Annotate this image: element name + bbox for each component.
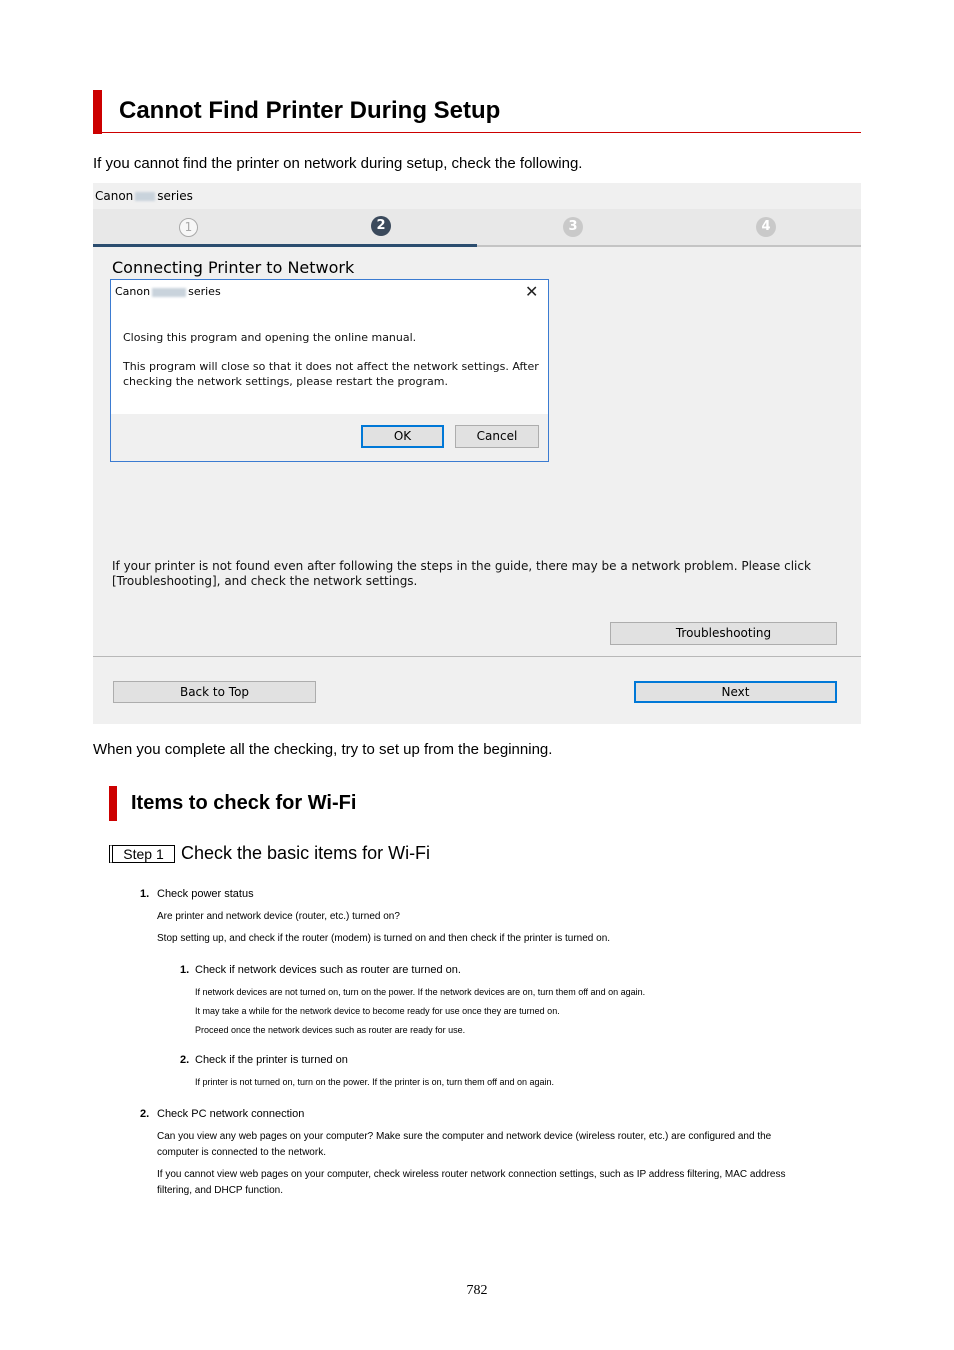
dialog-title: Canon series bbox=[115, 285, 221, 298]
list-item-text: Are printer and network device (router, etc.) turned on? bbox=[157, 911, 400, 922]
list-item-title: Check PC network connection bbox=[157, 1108, 305, 1120]
page-title: Cannot Find Printer During Setup bbox=[119, 97, 501, 124]
page-number: 782 bbox=[466, 1283, 488, 1298]
sublist-item-title: Check if network devices such as router are turned on. bbox=[195, 964, 461, 976]
progress-fill bbox=[93, 244, 477, 247]
heading-accent-bar bbox=[93, 90, 102, 134]
after-text: When you complete all the checking, try to set up from the beginning. bbox=[93, 741, 553, 758]
sublist-item-title: Check if the printer is turned on bbox=[195, 1054, 348, 1066]
step-4: 4 bbox=[756, 217, 776, 237]
list-number: 2. bbox=[140, 1108, 150, 1120]
setup-screenshot bbox=[93, 183, 861, 724]
list-item-text: computer is connected to the network. bbox=[157, 1147, 326, 1158]
redacted-model bbox=[135, 192, 155, 201]
step-2-active: 2 bbox=[371, 216, 391, 236]
heading-underline bbox=[102, 132, 861, 133]
not-found-text: If your printer is not found even after following the steps in the guide, there may be a network problem. Please click bbox=[112, 559, 811, 573]
sublist-item-text: It may take a while for the network device to become ready for use once they are turned on. bbox=[195, 1006, 560, 1016]
confirm-dialog bbox=[110, 279, 549, 462]
list-item-text: If you cannot view web pages on your computer, check wireless router network connection settings, such as IP address filtering, MAC address bbox=[157, 1169, 786, 1180]
redacted-model bbox=[152, 288, 186, 297]
list-number: 1. bbox=[140, 888, 150, 900]
section-heading: Items to check for Wi-Fi bbox=[131, 792, 357, 814]
sublist-item-text: If printer is not turned on, turn on the power. If the printer is on, turn them off and on again. bbox=[195, 1077, 555, 1087]
list-number: 2. bbox=[180, 1054, 190, 1066]
list-item-text: Stop setting up, and check if the router (modem) is turned on and then check if the printer is turned on. bbox=[157, 933, 611, 944]
sublist-item-text: Proceed once the network devices such as router are ready for use. bbox=[195, 1025, 466, 1035]
step-1-done-icon: 1 bbox=[179, 218, 198, 237]
list-item-title: Check power status bbox=[157, 888, 254, 900]
step-badge: Step 1 bbox=[109, 845, 175, 863]
step-indicator bbox=[93, 209, 861, 247]
close-icon[interactable]: ✕ bbox=[525, 284, 539, 301]
ok-button[interactable]: OK bbox=[361, 425, 444, 448]
footer-divider bbox=[93, 656, 861, 657]
dialog-message: This program will close so that it does not affect the network settings. After bbox=[123, 360, 539, 373]
section-title: Connecting Printer to Network bbox=[112, 258, 355, 277]
dialog-message: Closing this program and opening the online manual. bbox=[123, 331, 417, 344]
next-button[interactable]: Next bbox=[634, 681, 837, 703]
back-to-top-button[interactable]: Back to Top bbox=[113, 681, 316, 703]
intro-text: If you cannot find the printer on network during setup, check the following. bbox=[93, 155, 583, 172]
troubleshooting-button[interactable]: Troubleshooting bbox=[610, 622, 837, 645]
cancel-button[interactable]: Cancel bbox=[455, 425, 539, 448]
dialog-footer bbox=[111, 414, 548, 461]
sublist-item-text: If network devices are not turned on, turn on the power. If the network devices are on, turn them off and on again. bbox=[195, 987, 646, 997]
step-3: 3 bbox=[563, 217, 583, 237]
section-accent-bar bbox=[109, 786, 117, 821]
list-item-text: Can you view any web pages on your computer? Make sure the computer and network device (wireless router, etc.) are configured and the bbox=[157, 1131, 772, 1142]
list-item-text: filtering, and DHCP function. bbox=[157, 1185, 283, 1196]
window-title: Canon series bbox=[95, 189, 193, 203]
step-heading: Check the basic items for Wi-Fi bbox=[181, 843, 431, 863]
list-number: 1. bbox=[180, 964, 190, 976]
dialog-message: checking the network settings, please restart the program. bbox=[123, 375, 448, 388]
not-found-text: [Troubleshooting], and check the network settings. bbox=[112, 574, 418, 588]
